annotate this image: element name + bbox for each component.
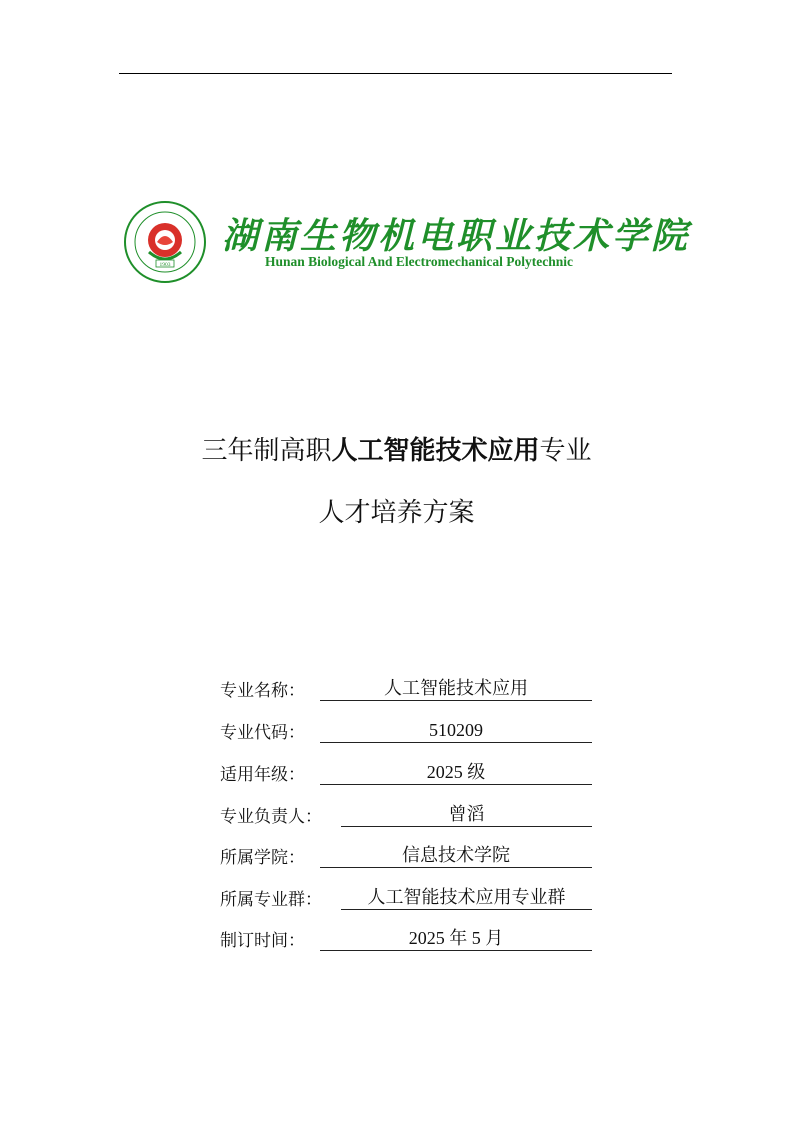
svg-text:1903: 1903: [159, 262, 171, 268]
school-name-english: Hunan Biological And Electromechanical Polytechnic: [265, 254, 574, 269]
field-row: [220, 885, 592, 911]
field-value: 2025 年 5 月: [320, 926, 592, 951]
field-row: [220, 802, 592, 828]
field-label: 专业负责人：: [220, 807, 322, 827]
field-label: 制订时间：: [220, 931, 305, 951]
field-label: 适用年级：: [220, 765, 305, 785]
field-row: [220, 926, 592, 952]
school-name-chinese: 湖南生物机电职业技术学院: [222, 216, 691, 257]
field-label: 所属专业群：: [220, 890, 322, 910]
school-seal-logo: [123, 200, 207, 284]
header-rule: [119, 73, 672, 74]
field-value: 510209: [320, 718, 592, 743]
field-row: [220, 760, 592, 786]
field-row: [220, 843, 592, 869]
field-row: [220, 718, 592, 744]
field-value: 人工智能技术应用: [320, 676, 592, 701]
field-label: 专业名称：: [220, 681, 305, 701]
field-value: 2025 级: [320, 760, 592, 785]
field-label: 专业代码：: [220, 723, 305, 743]
title-prefix: 三年制高职: [201, 436, 332, 466]
field-value: 人工智能技术应用专业群: [341, 885, 592, 910]
document-subtitle: 人才培养方案: [318, 498, 475, 528]
field-value: 曾滔: [341, 802, 592, 827]
field-row: [220, 676, 592, 702]
title-suffix: 专业: [539, 436, 592, 466]
title-major: 人工智能技术应用: [331, 436, 540, 466]
field-label: 所属学院：: [220, 848, 305, 868]
document-title: [0, 430, 793, 467]
field-value: 信息技术学院: [320, 843, 592, 868]
